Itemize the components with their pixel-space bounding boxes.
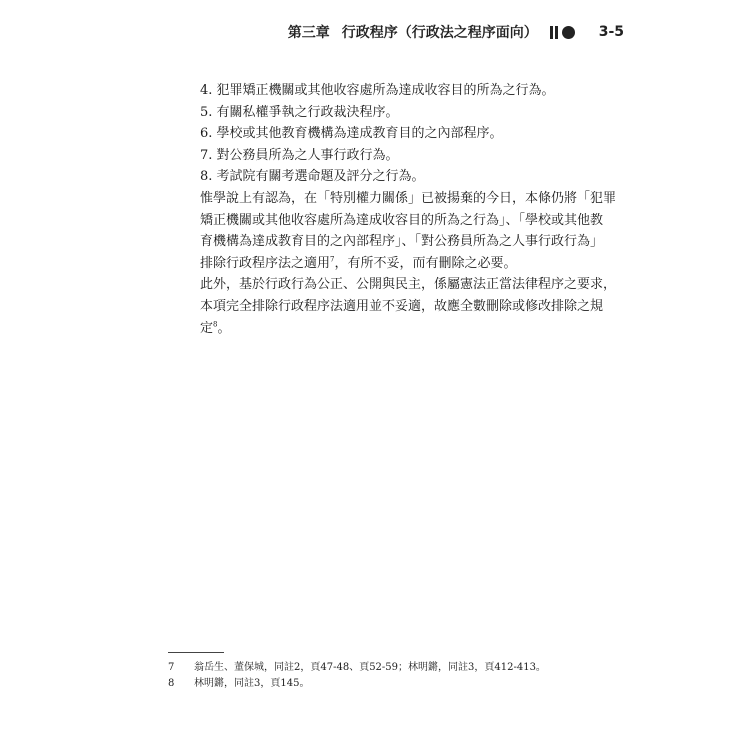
chapter-label: 第三章	[287, 25, 330, 41]
paragraph-line	[200, 318, 620, 340]
footnote-text: 翁岳生、董保城，同註2，頁47-48、頁52-59；林明鏘，同註3，頁412-413。	[194, 662, 546, 673]
paragraph-text: ，有所不妥，而有刪除之必要。	[334, 255, 517, 271]
paragraph-text: 。	[217, 320, 231, 336]
footnote-text: 林明鏘，同註3，頁145。	[194, 678, 310, 689]
chapter-title: 行政程序（行政法之程序面向）	[341, 25, 538, 41]
footnote-ref[interactable]: 7	[330, 255, 335, 264]
paragraph-line	[200, 253, 620, 275]
paragraph-line: 本項完全排除行政程序法適用並不妥適，故應全數刪除或修改排除之規	[200, 298, 604, 314]
paragraph-text: 定	[200, 320, 214, 336]
paragraph-text: 排除行政程序法之適用	[200, 255, 331, 271]
paragraph-line: 惟學說上有認為，在「特別權力關係」已被揚棄的今日，本條仍將「犯罪	[200, 190, 617, 206]
list-item: 4. 犯罪矯正機關或其他收容處所為達成收容目的所為之行為。	[200, 83, 555, 98]
footnote	[168, 660, 546, 676]
list-item: 6. 學校或其他教育機構為達成教育目的之內部程序。	[200, 126, 503, 142]
list-item: 5. 有關私權爭執之行政裁決程序。	[200, 104, 399, 120]
footnote	[168, 676, 546, 692]
list-item: 8. 考試院有關考選命題及評分之行為。	[200, 169, 425, 185]
paragraph-line: 此外，基於行政行為公正、公開與民主，係屬憲法正當法律程序之要求，	[200, 277, 617, 293]
header-ornament-icon	[550, 26, 575, 39]
footnote-number: 7	[168, 662, 175, 673]
list-item: 7. 對公務員所為之人事行政行為。	[200, 147, 399, 163]
footnote-ref[interactable]: 8	[213, 320, 218, 329]
paragraph-line: 矯正機關或其他收容處所為達成收容目的所為之行為」、「學校或其他教	[200, 212, 604, 228]
footnote-divider	[168, 652, 224, 653]
footnotes	[168, 660, 546, 692]
page-number: 3-5	[598, 24, 624, 40]
body-text	[200, 80, 620, 339]
running-header	[288, 22, 624, 42]
paragraph-line: 育機構為達成教育目的之內部程序」、「對公務員所為之人事行政行為」	[200, 234, 604, 250]
footnote-number: 8	[168, 678, 175, 689]
